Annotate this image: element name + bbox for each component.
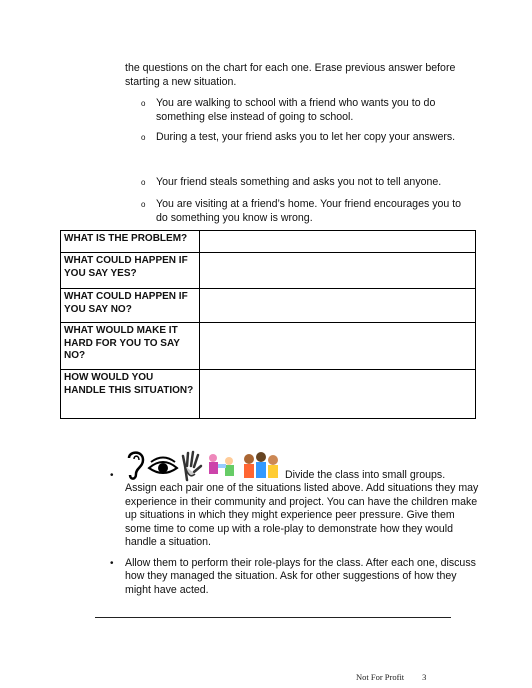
situation-item: [141, 97, 471, 124]
chart-question: WHAT IS THE PROBLEM?: [61, 231, 200, 253]
hollow-bullet-icon: o: [141, 200, 146, 209]
page-number: 3: [422, 672, 427, 682]
chart-row: [61, 253, 476, 289]
activity-bullet-item: [110, 557, 480, 598]
chart-row: [61, 370, 476, 419]
chart-question: WHAT COULD HAPPEN IF YOU SAY NO?: [61, 289, 200, 323]
chart-answer-cell[interactable]: [200, 253, 476, 289]
situation-text: You are visiting at a friend’s home. Your friend encourages you to do something you know is wrong.: [156, 198, 462, 224]
activity-lead-text: Divide the class into small groups.: [285, 468, 446, 481]
situation-text: Your friend steals something and asks you not to tell anyone.: [156, 176, 442, 188]
activity-bullet-item: [110, 452, 480, 550]
bullet-icon: •: [110, 470, 114, 481]
activity-description: Allow them to perform their role-plays for the class. After each one, discuss how they managed the situation. Ask for other suggestions of how they might have acted.: [125, 556, 476, 596]
situation-item: [141, 198, 471, 225]
chart-answer-cell[interactable]: [200, 323, 476, 370]
eye-icon: [149, 458, 177, 474]
chart-answer-cell[interactable]: [200, 231, 476, 253]
situation-item: [141, 131, 471, 145]
footer-label: Not For Profit: [356, 672, 405, 682]
chart-row: [61, 231, 476, 253]
page-footer: [356, 672, 426, 682]
situation-text: During a test, your friend asks you to let her copy your answers.: [156, 131, 456, 143]
intro-text: the questions on the chart for each one. Erase previous answer before starting a new situation.: [125, 62, 456, 88]
situation-item: [141, 176, 471, 190]
chart-question: WHAT WOULD MAKE IT HARD FOR YOU TO SAY NO?: [61, 323, 200, 370]
chart-row: [61, 323, 476, 370]
group-of-children-icon: [244, 452, 278, 478]
hollow-bullet-icon: o: [141, 133, 146, 142]
chart-answer-cell[interactable]: [200, 370, 476, 419]
ear-icon: [129, 453, 143, 479]
activity-description: Assign each pair one of the situations listed above. Add situations they may experience in their community and project. You can have the children make up situations in which they might experience peer pressure. Give them some time to come up with a role-play to demonstrate how they would handle a situation.: [125, 482, 479, 548]
situation-text: You are walking to school with a friend who wants you to do something else instead of going to school.: [156, 97, 436, 123]
activity-bullet-list: [110, 452, 480, 597]
hand-icon: [183, 452, 201, 480]
chart-answer-cell[interactable]: [200, 289, 476, 323]
clipart-strip: [125, 450, 285, 482]
situation-chart: [60, 230, 476, 419]
children-role-play-icon: [209, 454, 234, 476]
chart-question: WHAT COULD HAPPEN IF YOU SAY YES?: [61, 253, 200, 289]
footer-divider: [95, 617, 451, 618]
clipart-row: [125, 452, 480, 482]
hollow-bullet-icon: o: [141, 99, 146, 108]
bullet-icon: •: [110, 557, 114, 569]
chart-row: [61, 289, 476, 323]
hollow-bullet-icon: o: [141, 178, 146, 187]
chart-question: HOW WOULD YOU HANDLE THIS SITUATION?: [61, 370, 200, 419]
